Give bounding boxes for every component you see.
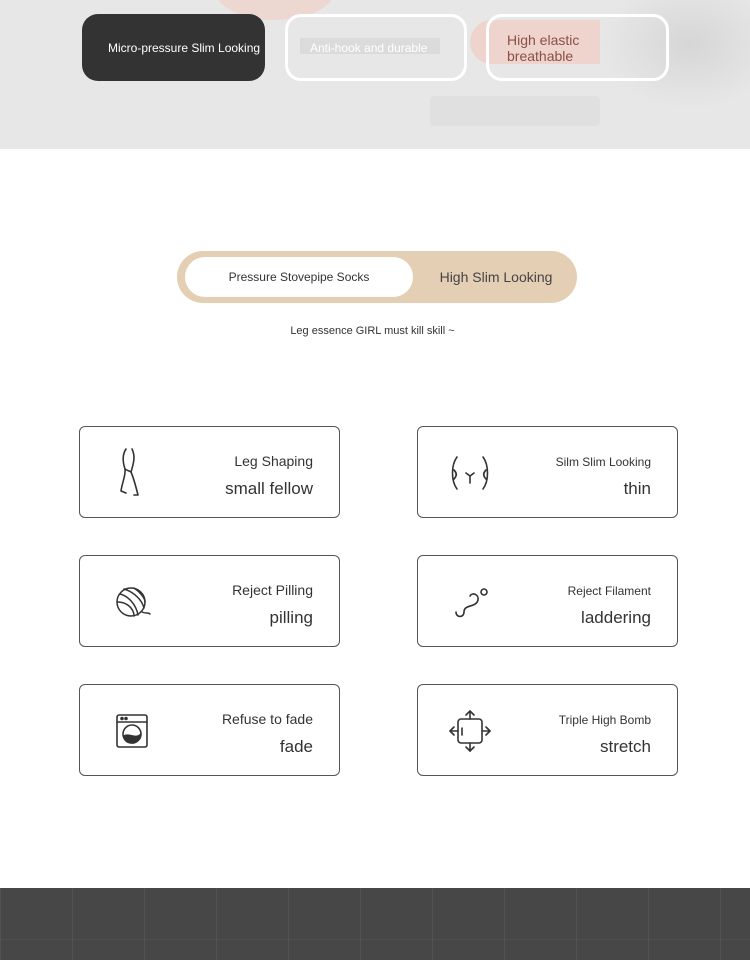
feature-subtitle: small fellow: [225, 479, 313, 498]
feature-subtitle: fade: [279, 737, 313, 756]
feature-subtitle: thin: [623, 479, 651, 498]
feature-card-leg-shaping: [79, 426, 340, 518]
feature-card-reject-pilling: [79, 555, 340, 647]
feature-tag-label: High elastic breathable: [507, 31, 580, 64]
feature-card-reject-filament: [417, 555, 678, 647]
bottom-dark-banner: [0, 888, 750, 960]
feature-tag-label: Micro-pressure Slim Looking: [108, 40, 261, 55]
tagline: Leg essence GIRL must kill skill ~: [290, 325, 455, 337]
feature-tag-label: Anti-hook and durable: [310, 40, 428, 55]
switch-option-high-slim[interactable]: [423, 251, 569, 303]
feature-tag-anti-hook[interactable]: [285, 14, 467, 81]
hero-banner: [0, 0, 750, 149]
feature-subtitle: stretch: [599, 737, 651, 756]
product-type-switch: [177, 251, 577, 303]
feature-card-triple-high: [417, 684, 678, 776]
feature-tag-micro-pressure[interactable]: [82, 14, 265, 81]
feature-title: Reject Pilling: [232, 582, 313, 598]
feature-card-refuse-fade: [79, 684, 340, 776]
feature-title: Reject Filament: [567, 584, 651, 598]
switch-option-label: High Slim Looking: [439, 269, 553, 285]
thread-icon: [440, 572, 500, 632]
leg-icon: [102, 443, 162, 503]
stretch-arrows-icon: [440, 701, 500, 761]
feature-title: Silm Slim Looking: [555, 455, 651, 469]
washing-machine-icon: [102, 701, 162, 761]
yarn-ball-icon: [102, 572, 162, 632]
feature-subtitle: pilling: [269, 608, 313, 627]
feature-title: Triple High Bomb: [558, 713, 651, 727]
feature-subtitle: laddering: [581, 608, 651, 627]
hero-photo-detail: [430, 96, 600, 126]
switch-option-label: Pressure Stovepipe Socks: [228, 270, 370, 284]
waist-curve-icon: [440, 443, 500, 503]
feature-title: Leg Shaping: [234, 453, 313, 469]
switch-option-pressure-socks[interactable]: [185, 257, 413, 297]
feature-title: Refuse to fade: [221, 711, 313, 727]
feature-tag-high-elastic[interactable]: [486, 14, 669, 81]
feature-card-slim-looking: [417, 426, 678, 518]
